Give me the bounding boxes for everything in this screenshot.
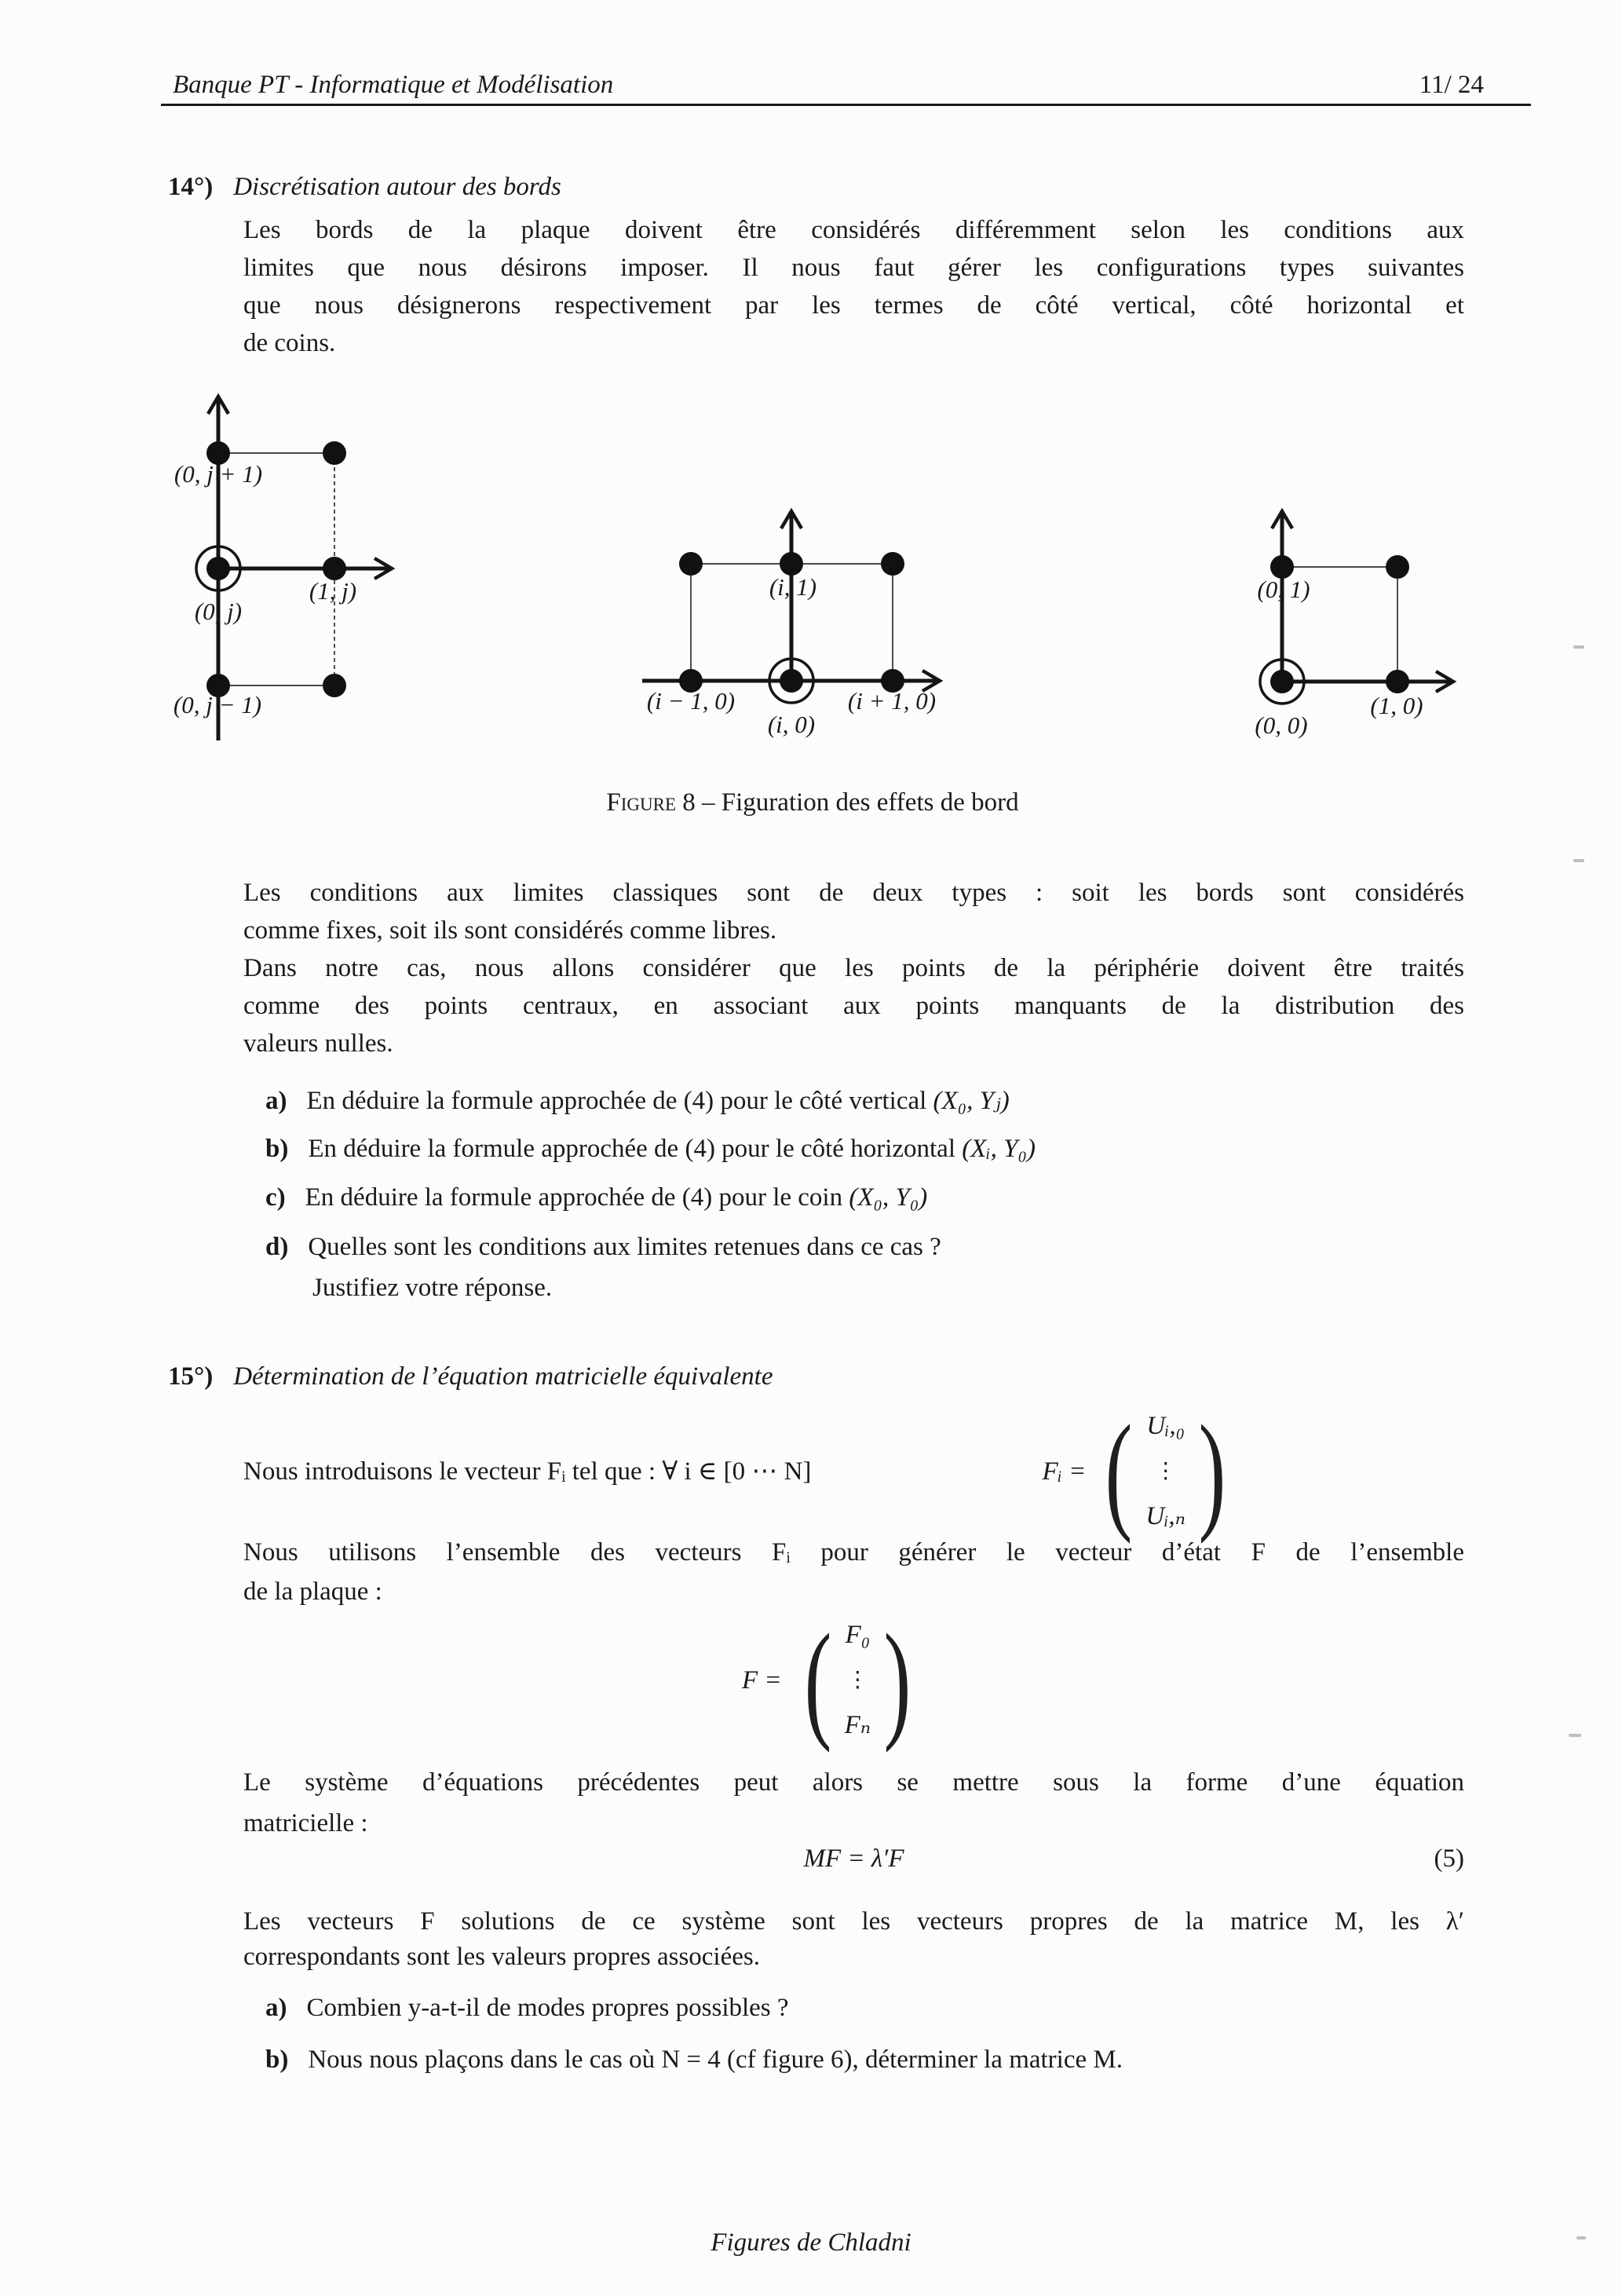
equation-f-vector: [742, 1608, 919, 1753]
equation-fi-definition: [243, 1398, 1234, 1545]
item-text: Combien y-a-t-il de modes propres possibles ?: [306, 1994, 789, 2022]
vector-entry: Fₙ: [844, 1711, 871, 1739]
item-label: a): [265, 1994, 287, 2022]
list-item: [265, 2041, 1123, 2078]
vector-entry: F₀: [845, 1621, 871, 1649]
equation-5-number: (5): [1434, 1844, 1464, 1873]
scan-artifact: [1573, 859, 1584, 862]
point-label: (i − 1, 0): [646, 687, 736, 715]
point-label: (0, j − 1): [173, 691, 262, 718]
figure-diagram-corner: [1225, 455, 1515, 770]
grid-point: [323, 441, 346, 465]
q14-heading: [168, 168, 561, 206]
item-label: c): [265, 1183, 286, 1212]
point-label: (i, 1): [769, 573, 817, 601]
footer-running-title: Figures de Chladni: [711, 2228, 911, 2257]
vertical-dots: ⋮: [1154, 1457, 1177, 1483]
grid-point: [1386, 670, 1409, 693]
right-paren: ): [883, 1607, 911, 1753]
grid-point: [679, 552, 703, 576]
vector-entry: Uᵢ,₀: [1146, 1412, 1185, 1440]
item-text: Quelles sont les conditions aux limites retenues dans ce cas ?: [308, 1233, 941, 1261]
q14-number: 14°): [168, 173, 214, 201]
list-item: [265, 1228, 941, 1266]
point-label: (0, j): [194, 598, 243, 625]
paragraph-line: Les vecteurs F solutions de ce système sont les vecteurs propres de la matrice M, les λ′: [243, 1907, 1464, 1936]
paragraph-line: valeurs nulles.: [243, 1029, 393, 1058]
vertical-dots: ⋮: [846, 1666, 869, 1692]
equation-lhs: F =: [742, 1666, 782, 1695]
right-paren: ): [1198, 1398, 1226, 1545]
equation-5-body: MF = λ′F: [803, 1844, 904, 1873]
grid-point: [780, 669, 803, 693]
list-item: [265, 1082, 1010, 1120]
page-number: 11/ 24: [1419, 71, 1484, 99]
point-label: (0, j + 1): [174, 460, 263, 488]
header-title: Banque PT - Informatique et Modélisation: [173, 71, 614, 99]
paragraph-line: que nous désignerons respectivement par les termes de côté vertical, côté horizontal et: [243, 291, 1464, 320]
grid-point: [206, 557, 230, 580]
item-text: Nous nous plaçons dans le cas où N = 4 (cf figure 6), déterminer la matrice M.: [308, 2046, 1123, 2074]
scan-artifact: [1573, 645, 1584, 649]
grid-point: [780, 552, 803, 576]
figure-diagram-horizontal-side: [612, 455, 981, 770]
item-text: En déduire la formule approchée de (4) pour le côté horizontal: [308, 1135, 963, 1163]
figure-diagram-vertical-side: [157, 377, 440, 770]
list-item: [265, 1130, 1036, 1168]
scan-artifact: [1569, 1734, 1581, 1737]
paragraph-line: Nous utilisons l’ensemble des vecteurs Fᵢ pour générer le vecteur d’état F de l’ensemble: [243, 1538, 1464, 1567]
grid-point: [323, 674, 346, 697]
point-label: (i, 0): [767, 711, 816, 738]
q15-title: Détermination de l’équation matricielle équivalente: [233, 1362, 773, 1391]
q14-title: Discrétisation autour des bords: [233, 173, 561, 201]
equation-lhs: Fᵢ =: [1042, 1457, 1087, 1486]
paragraph-line: comme des points centraux, en associant aux points manquants de la distribution des: [243, 992, 1464, 1020]
left-paren: (: [804, 1607, 832, 1753]
grid-point: [1386, 555, 1409, 579]
figure-caption-label: Figure 8: [606, 788, 696, 817]
item-text: En déduire la formule approchée de (4) pour le côté vertical: [306, 1087, 933, 1115]
grid-point: [881, 552, 904, 576]
paragraph-line: de la plaque :: [243, 1578, 382, 1606]
paragraph-line: Les bords de la plaque doivent être considérés différemment selon les conditions aux: [243, 216, 1464, 244]
point-label: (0, 1): [1257, 576, 1310, 603]
paragraph-line: Dans notre cas, nous allons considérer que les points de la périphérie doivent être traités: [243, 954, 1464, 982]
point-label: (0, 0): [1255, 711, 1308, 739]
item-math: (X₀, Y₀): [849, 1183, 928, 1212]
point-label: (i + 1, 0): [847, 687, 937, 715]
grid-point: [1270, 670, 1294, 693]
paragraph-line: de coins.: [243, 329, 336, 357]
paragraph-line: correspondants sont les valeurs propres associées.: [243, 1943, 760, 1971]
paragraph-line: limites que nous désirons imposer. Il nous faut gérer les configurations types suivantes: [243, 254, 1464, 282]
item-math: (X₀, Yⱼ): [933, 1087, 1010, 1115]
vector-column: [1141, 1412, 1190, 1531]
paragraph-line: Les conditions aux limites classiques sont de deux types : soit les bords sont considérés: [243, 879, 1464, 907]
figure-caption-text: – Figuration des effets de bord: [702, 788, 1019, 817]
paragraph-line: matricielle :: [243, 1809, 368, 1837]
header-rule: [161, 104, 1531, 106]
list-item: [265, 1989, 789, 2027]
figure-caption: [479, 784, 1146, 821]
vector-column: [840, 1621, 876, 1740]
point-label: (1, 0): [1370, 692, 1423, 719]
item-label: d): [265, 1233, 289, 1261]
item-text: En déduire la formule approchée de (4) pour le coin: [305, 1183, 849, 1212]
item-label: b): [265, 1135, 289, 1163]
paragraph-line: comme fixes, soit ils sont considérés comme libres.: [243, 916, 777, 945]
vector-entry: Uᵢ,ₙ: [1145, 1502, 1186, 1530]
q15-number: 15°): [168, 1362, 214, 1391]
list-item-continuation: Justifiez votre réponse.: [312, 1274, 553, 1302]
item-math: (Xᵢ, Y₀): [962, 1135, 1036, 1163]
q15-heading: [168, 1358, 773, 1395]
point-label: (1, j): [309, 577, 357, 605]
equation-intro-text: Nous introduisons le vecteur Fᵢ tel que : ∀ i ∈ [0 ⋯ N]: [243, 1457, 812, 1486]
item-label: a): [265, 1087, 287, 1115]
paragraph-line: Le système d’équations précédentes peut alors se mettre sous la forme d’une équation: [243, 1768, 1464, 1797]
item-label: b): [265, 2046, 289, 2074]
scan-artifact: [1576, 2236, 1586, 2239]
left-paren: (: [1105, 1398, 1133, 1545]
list-item: [265, 1179, 927, 1216]
